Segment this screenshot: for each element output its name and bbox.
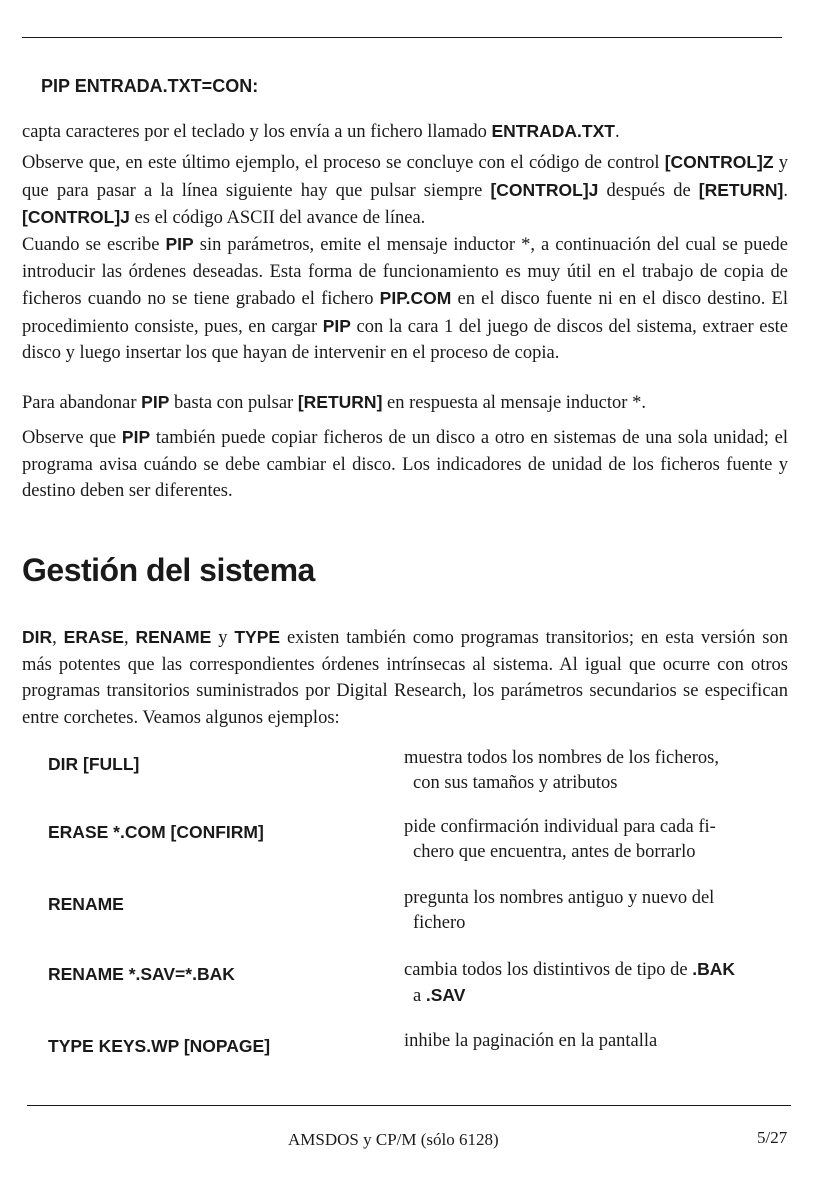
example-description: pide confirmación individual para cada fi- chero que encuentra, antes de borrarlo — [404, 817, 716, 862]
page-number: 5/27 — [757, 1128, 788, 1147]
section-title: Gestión del sistema — [22, 552, 315, 588]
example-command: ERASE *.COM [CONFIRM] — [48, 822, 264, 842]
paragraph-single-drive: Observe que PIP también puede copiar ficheros de un disco a otro en sistemas de una sola unidad; el programa avisa cuándo se debe cambiar el disco. Los indicadores de unidad de los ficheros fuente y destino deben ser diferentes. — [22, 427, 789, 501]
section-intro: DIR, ERASE, RENAME y TYPE existen también como programas transitorios; en esta versión son más potentes que las correspondientes órdenes intrínsecas al sistema. Al igual que ocurre con otros programas transitorios suministrados por Digital Research, los parámetros secundarios se especifican entre corchetes. Veamos algunos ejemplos: — [22, 627, 788, 728]
footer-rule — [27, 1105, 791, 1106]
example-description: pregunta los nombres antiguo y nuevo del fichero — [404, 888, 715, 933]
paragraph-abandon-pip: Para abandonar PIP basta con pulsar [RETURN] en respuesta al mensaje inductor *. — [22, 392, 646, 413]
paragraph-control-z: Observe que, en este último ejemplo, el proceso se concluye con el código de control [CONTROL]Z y que para pasar a la línea siguiente hay que pulsar siempre [CONTROL]J después de [RETURN]. [CONTROL]J es el código ASCII del avance de línea. — [22, 152, 789, 228]
example-command: RENAME — [48, 894, 124, 914]
example-command: TYPE KEYS.WP [NOPAGE] — [48, 1036, 271, 1056]
example-description: muestra todos los nombres de los ficheros, con sus tamaños y atributos — [404, 748, 719, 793]
paragraph-entrada: capta caracteres por el teclado y los envía a un fichero llamado ENTRADA.TXT. — [22, 121, 620, 142]
example-command: DIR [FULL] — [48, 754, 140, 774]
example-description: cambia todos los distintivos de tipo de .BAK a .SAV — [404, 959, 736, 1006]
example-description: inhibe la paginación en la pantalla — [404, 1031, 658, 1051]
top-rule — [22, 37, 782, 38]
example-command: RENAME *.SAV=*.BAK — [48, 964, 235, 984]
footer-title: AMSDOS y CP/M (sólo 6128) — [288, 1130, 499, 1149]
paragraph-pip-params: Cuando se escribe PIP sin parámetros, emite el mensaje inductor *, a continuación del cual se puede introducir las órdenes deseadas. Esta forma de funcionamiento es muy útil en el trabajo de copia de ficheros cuando no se tiene grabado el fichero PIP.COM en el disco fuente ni en el disco destino. El procedimiento consiste, pues, en cargar PIP con la cara 1 del juego de discos del sistema, extraer este disco y luego insertar los que hayan de intervenir en el proceso de copia. — [22, 234, 789, 363]
command-heading: PIP ENTRADA.TXT=CON: — [41, 76, 259, 96]
